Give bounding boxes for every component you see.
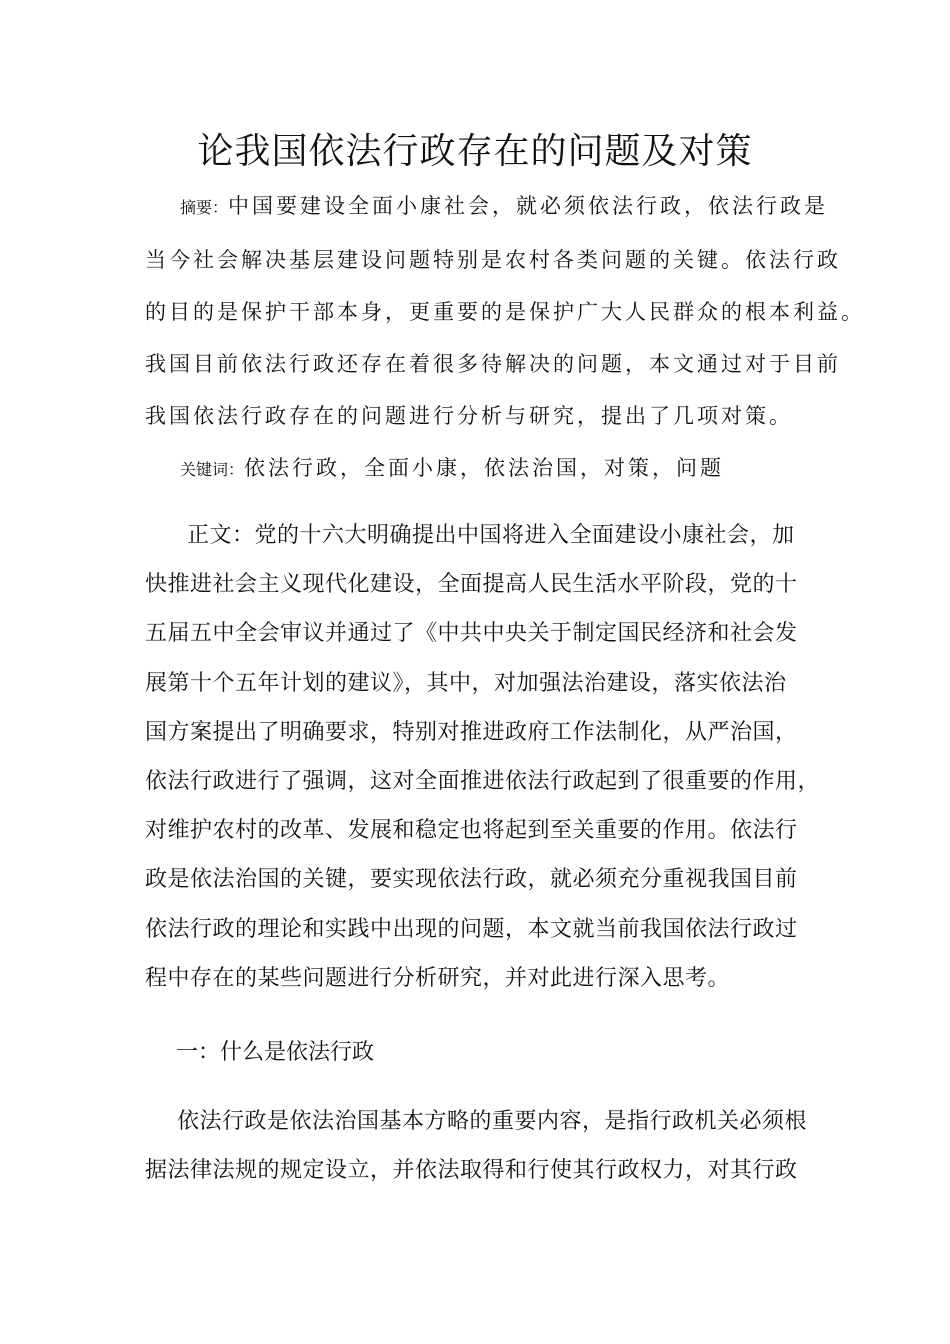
section-heading: 一：什么是依法行政 [176, 1040, 375, 1065]
body-paragraph [145, 511, 821, 1003]
abstract-line: 摘要：中国要建设全面小康社会，就必须依法行政，依法行政是 [180, 194, 829, 218]
body-line: 对维护农村的改革、发展和稳定也将起到至关重要的作用。依法行 [145, 818, 798, 844]
body-line: 快推进社会主义现代化建设，全面提高人民生活水平阶段，党的十 [145, 572, 798, 598]
keywords [180, 448, 820, 490]
keywords-text: 依法行政，全面小康，依法治国，对策，问题 [244, 456, 725, 480]
document-title: 论我国依法行政存在的问题及对策 [197, 131, 753, 172]
body-line: 国方案提出了明确要求，特别对推进政府工作法制化，从严治国， [145, 719, 798, 745]
keywords-label: 关键词： [180, 460, 245, 479]
body-line: 政是依法治国的关键，要实现依法行政，就必须充分重视我国目前 [145, 867, 798, 893]
body-line: 正文：党的十六大明确提出中国将进入全面建设小康社会，加 [187, 523, 795, 548]
body-line: 依法行政的理论和实践中出现的问题，本文就当前我国依法行政过 [145, 916, 798, 942]
abstract [145, 180, 865, 442]
body-line: 程中存在的某些问题进行分析研究，并对此进行深入思考。 [145, 965, 731, 991]
body-line: 依法行政进行了强调，这对全面推进依法行政起到了很重要的作用， [145, 769, 821, 795]
body-line: 五届五中全会审议并通过了《中共中央关于制定国民经济和社会发 [145, 621, 798, 647]
abstract-label: 摘要： [180, 198, 229, 217]
section-line: 据法律法规的规定设立，并依法取得和行使其行政权力，对其行政 [145, 1158, 798, 1184]
abstract-line: 我国依法行政存在的问题进行分析与研究，提出了几项对策。 [145, 404, 793, 428]
abstract-line: 的目的是保护干部本身，更重要的是保护广大人民群众的根本利益。 [145, 300, 865, 324]
section-line: 依法行政是依法治国基本方略的重要内容，是指行政机关必须根 [177, 1109, 808, 1134]
abstract-line: 我国目前依法行政还存在着很多待解决的问题，本文通过对于目前 [145, 352, 841, 376]
abstract-line: 当今社会解决基层建设问题特别是农村各类问题的关键。依法行政 [145, 248, 841, 272]
section-paragraph [145, 1097, 810, 1195]
body-line: 展第十个五年计划的建议》，其中，对加强法治建设，落实依法治 [145, 670, 787, 696]
